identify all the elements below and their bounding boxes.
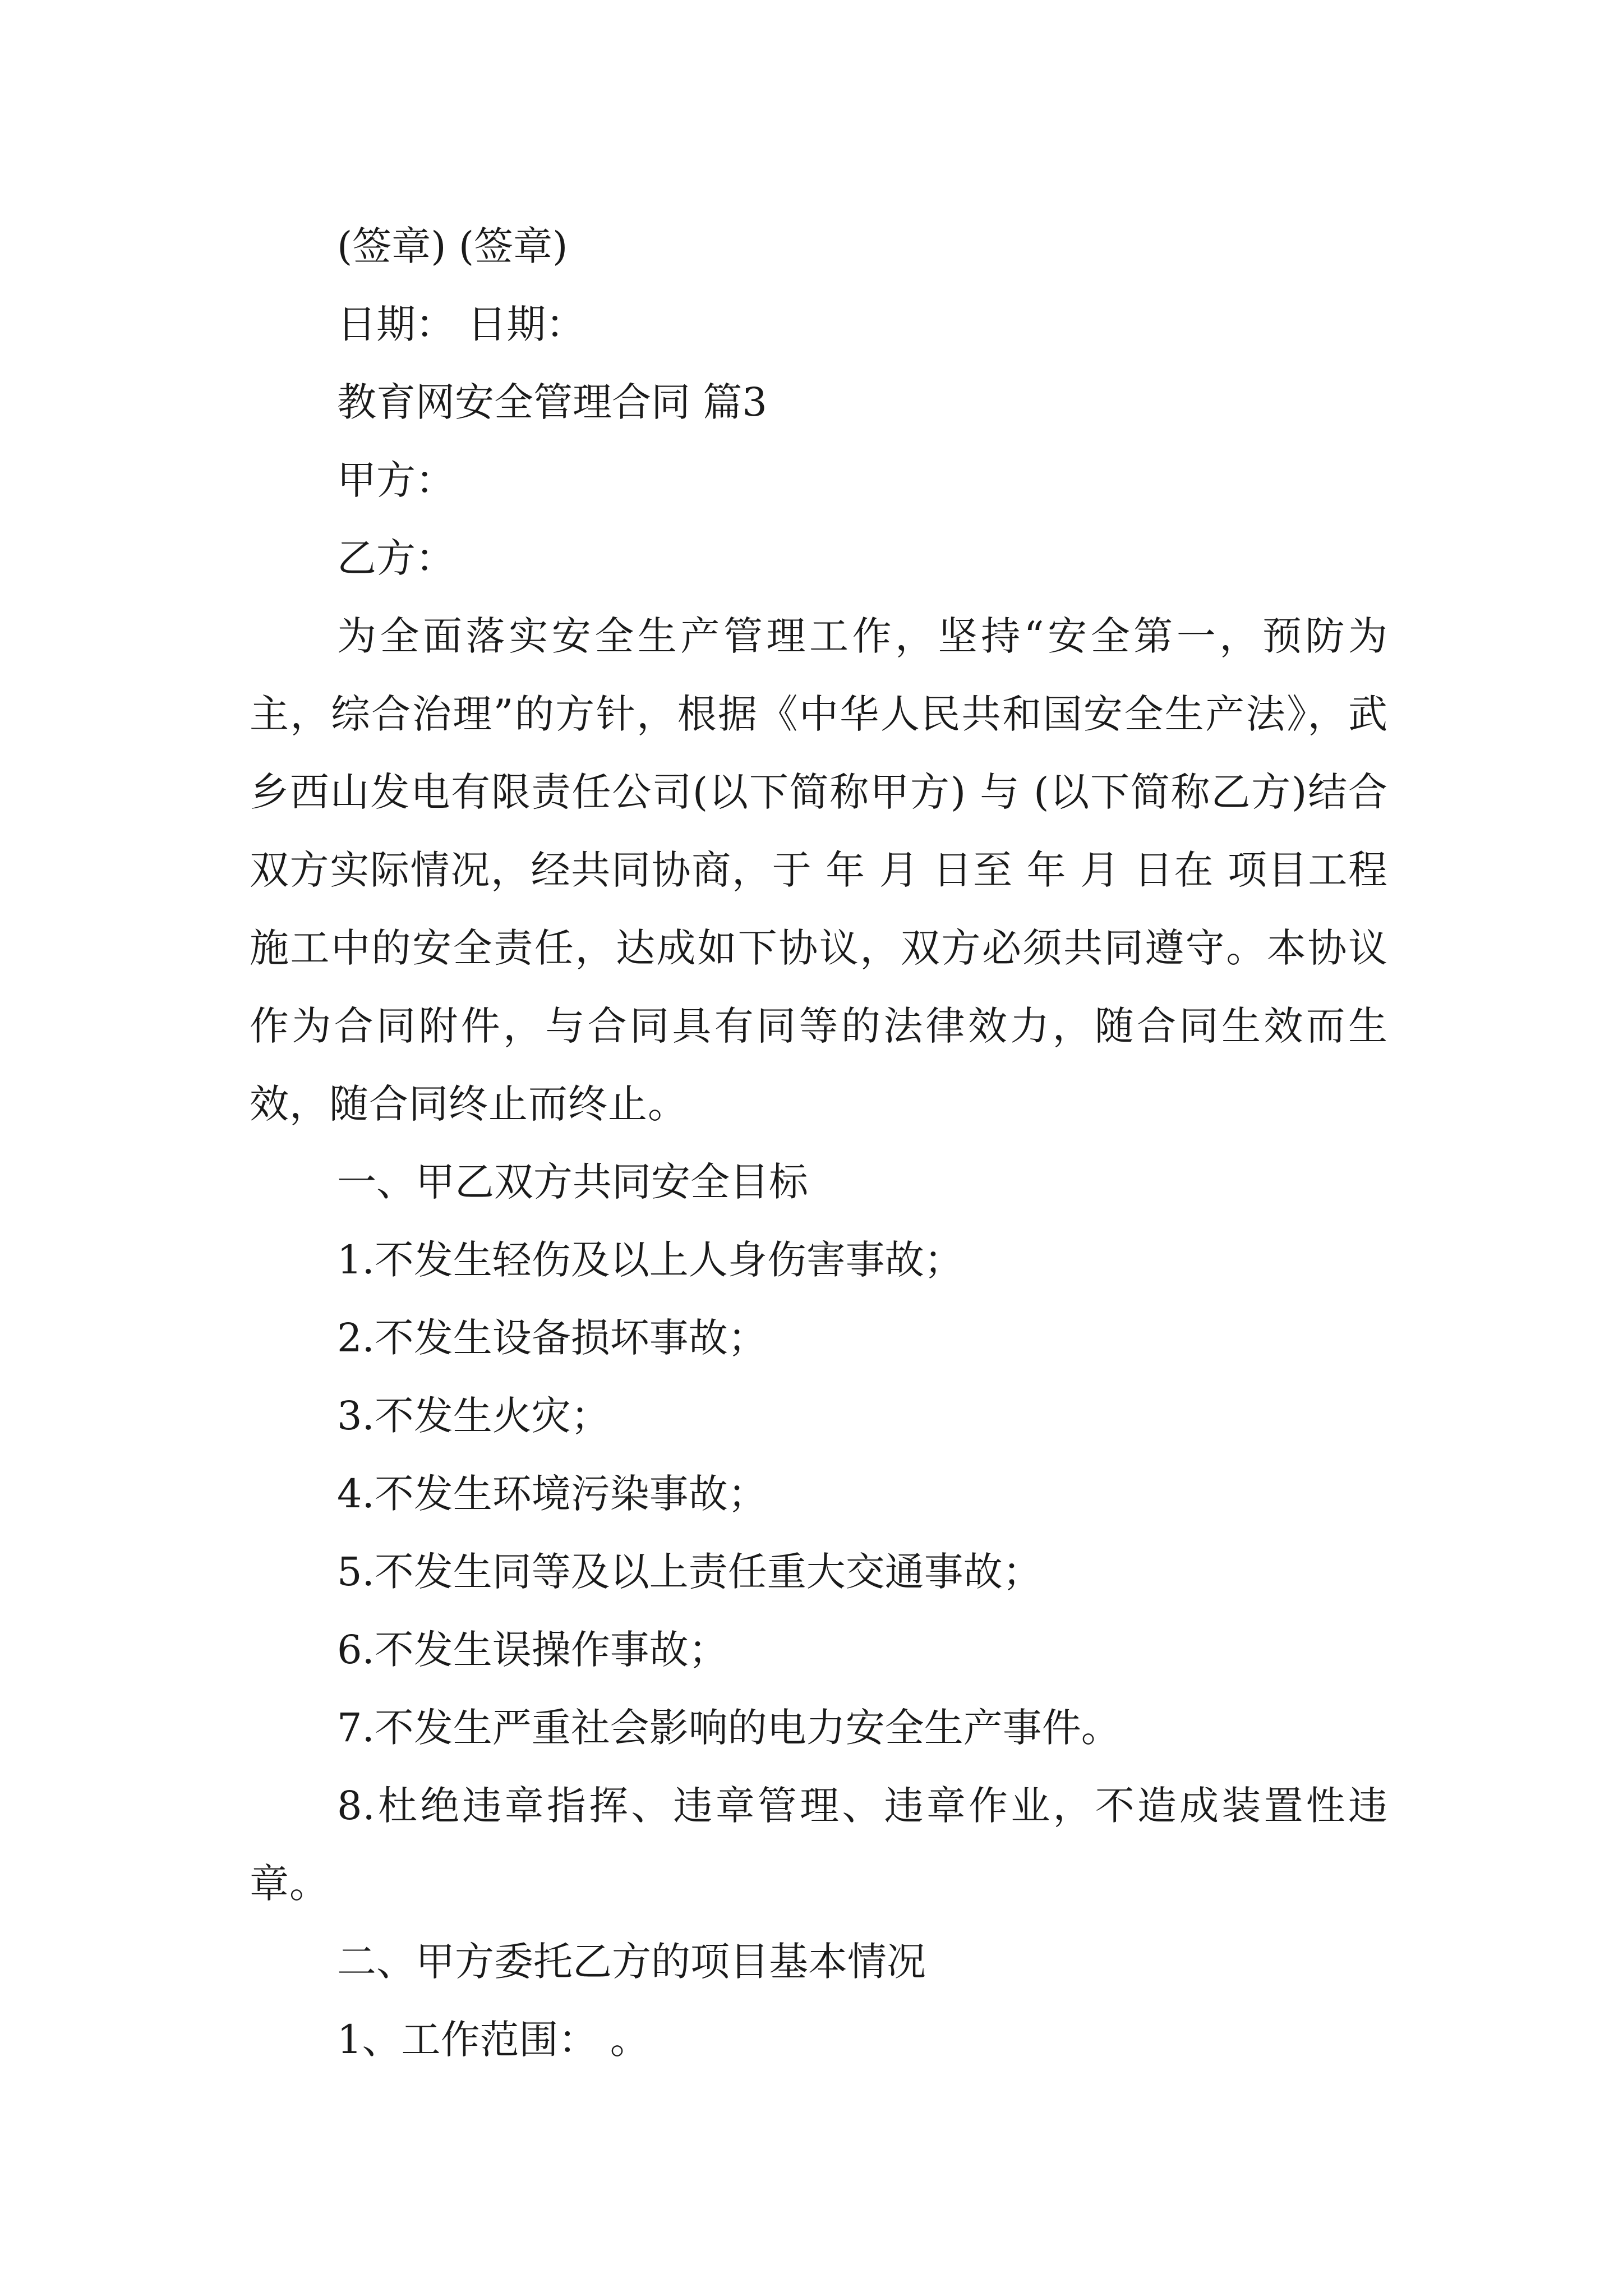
goal-item: 5.不发生同等及以上责任重大交通事故； [337,1549,1042,1595]
signature-line: (签章) (签章) [337,223,568,269]
heading-safety-goals: 一、甲乙双方共同安全目标 [337,1159,808,1205]
date-line: 日期： 日期： [337,301,585,347]
section-title: 教育网安全管理合同 篇3 [337,379,767,425]
party-a-label: 甲方： [337,457,455,503]
goal-item-8: 8.杜绝违章指挥、违章管理、违章作业，不造成装置性违章。 [250,1783,1388,1907]
goal-item: 7.不发生严重社会影响的电力安全生产事件。 [337,1705,1121,1751]
party-b-label: 乙方： [337,535,455,581]
heading-project-info: 二、甲方委托乙方的项目基本情况 [337,1939,926,1985]
goal-item: 3.不发生火灾； [337,1393,610,1439]
document-body [250,208,1388,2079]
work-scope-line: 1、工作范围： 。 [337,2017,649,2063]
goal-item: 1.不发生轻伤及以上人身伤害事故； [337,1237,963,1283]
goal-item: 2.不发生设备损坏事故； [337,1315,767,1361]
goal-item: 6.不发生误操作事故； [337,1627,728,1673]
intro-paragraph: 为全面落实安全生产管理工作，坚持“安全第一，预防为主，综合治理”的方针，根据《中华人民共和国安全生产法》，武乡西山发电有限责任公司(以下简称甲方) 与 (以下简称乙方)结合双方实际情况，经共同协商，于 年 月 日至 年 月 日在 项目工程施工中的安全责任，达成如下协议，双方必须共同遵守。本协议作为合同附件，与合同具有同等的法律效力，随合同生效而生效，随合同终止而终止。 [250,613,1388,1127]
goal-item: 4.不发生环境污染事故； [337,1471,767,1517]
